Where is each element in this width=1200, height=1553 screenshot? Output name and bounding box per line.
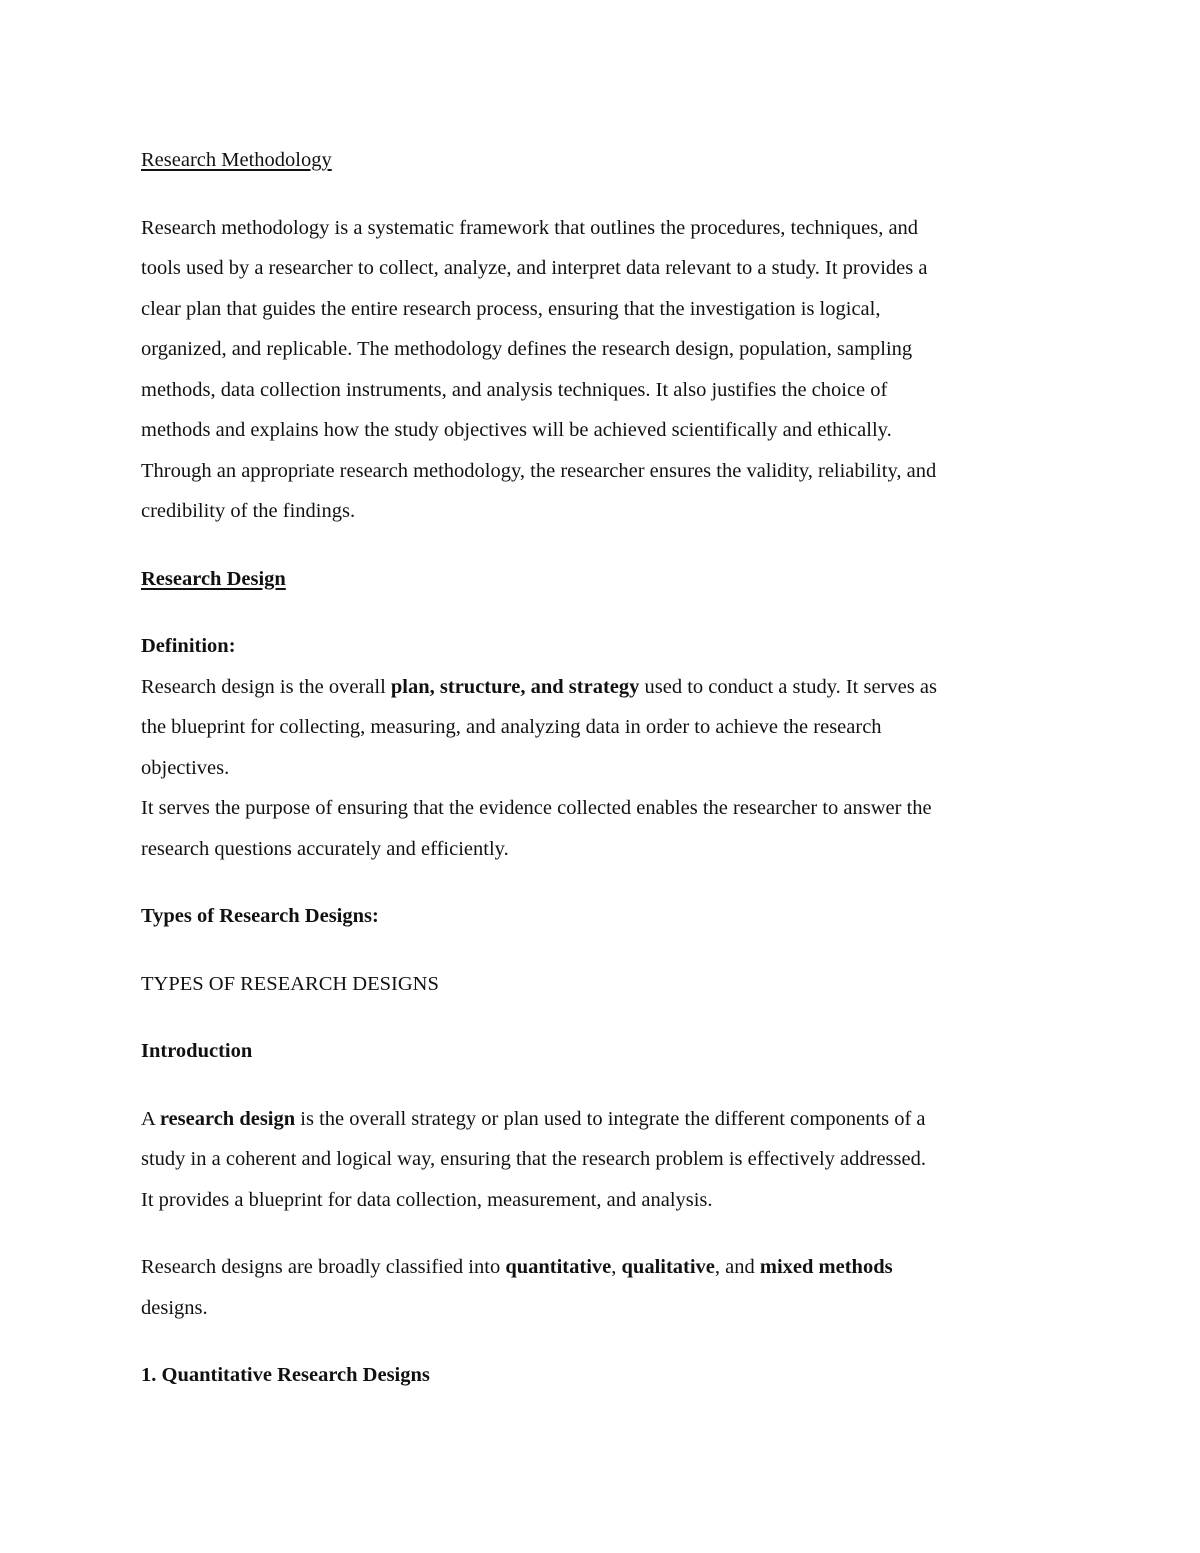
paragraph-line: It provides a blueprint for data collection, measurement, and analysis.: [141, 1188, 713, 1211]
definition-line: [141, 667, 1071, 708]
text-run: Research design is the overall: [141, 675, 391, 698]
title-line: [141, 140, 1071, 181]
paragraph-line: designs.: [141, 1296, 208, 1319]
document-page: [141, 140, 1071, 1396]
intro-line: Research methodology is a systematic framework that outlines the procedures, techniques, and: [141, 216, 919, 239]
design-heading: Research Design: [141, 567, 286, 590]
intro-line: tools used by a researcher to collect, analyze, and interpret data relevant to a study. It provides a: [141, 257, 928, 279]
intro-line: clear plan that guides the entire research process, ensuring that the investigation is logical,: [141, 297, 881, 320]
classification-paragraph: [141, 1247, 1071, 1328]
introduction-heading: Introduction: [141, 1040, 253, 1062]
definition-line: research questions accurately and efficiently.: [141, 837, 509, 860]
types-label: Types of Research Designs:: [141, 905, 379, 927]
research-design-paragraph: [141, 1099, 1071, 1221]
text-run: , and: [714, 1256, 760, 1278]
text-run: ,: [611, 1256, 622, 1278]
bold-run: quantitative: [505, 1256, 612, 1278]
bold-run: mixed methods: [759, 1256, 893, 1278]
bold-run: plan, structure, and strategy: [390, 675, 640, 698]
definition-paragraph: [141, 667, 1071, 870]
intro-line: Through an appropriate research methodology, the researcher ensures the validity, reliability, and: [141, 459, 937, 482]
intro-line: credibility of the findings.: [141, 500, 356, 522]
doc-title: Research Methodology: [141, 149, 332, 171]
intro-paragraph: [141, 208, 1071, 532]
definition-label: Definition:: [141, 635, 236, 657]
bold-run: qualitative: [621, 1256, 715, 1278]
bold-run: research design: [159, 1107, 296, 1130]
text-run: Research designs are broadly classified into: [141, 1256, 506, 1278]
paragraph-line: [141, 1099, 1071, 1140]
quantitative-heading: 1. Quantitative Research Designs: [141, 1364, 430, 1386]
intro-line: methods and explains how the study objectives will be achieved scientifically and ethically.: [141, 419, 892, 441]
paragraph-line: [141, 1247, 1071, 1288]
types-caps-heading: TYPES OF RESEARCH DESIGNS: [141, 972, 439, 995]
design-heading-line: [141, 559, 1071, 600]
definition-line: objectives.: [141, 756, 230, 779]
definition-line: It serves the purpose of ensuring that the evidence collected enables the researcher to answer the: [141, 797, 932, 819]
intro-line: organized, and replicable. The methodology defines the research design, population, sampling: [141, 338, 913, 360]
text-run: A: [141, 1107, 160, 1130]
definition-line: the blueprint for collecting, measuring, and analyzing data in order to achieve the research: [141, 716, 882, 738]
text-run: is the overall strategy or plan used to integrate the different components of a: [295, 1107, 926, 1130]
paragraph-line: study in a coherent and logical way, ensuring that the research problem is effectively addressed.: [141, 1148, 926, 1170]
intro-line: methods, data collection instruments, and analysis techniques. It also justifies the choice of: [141, 378, 888, 401]
text-run: used to conduct a study. It serves as: [639, 675, 937, 698]
